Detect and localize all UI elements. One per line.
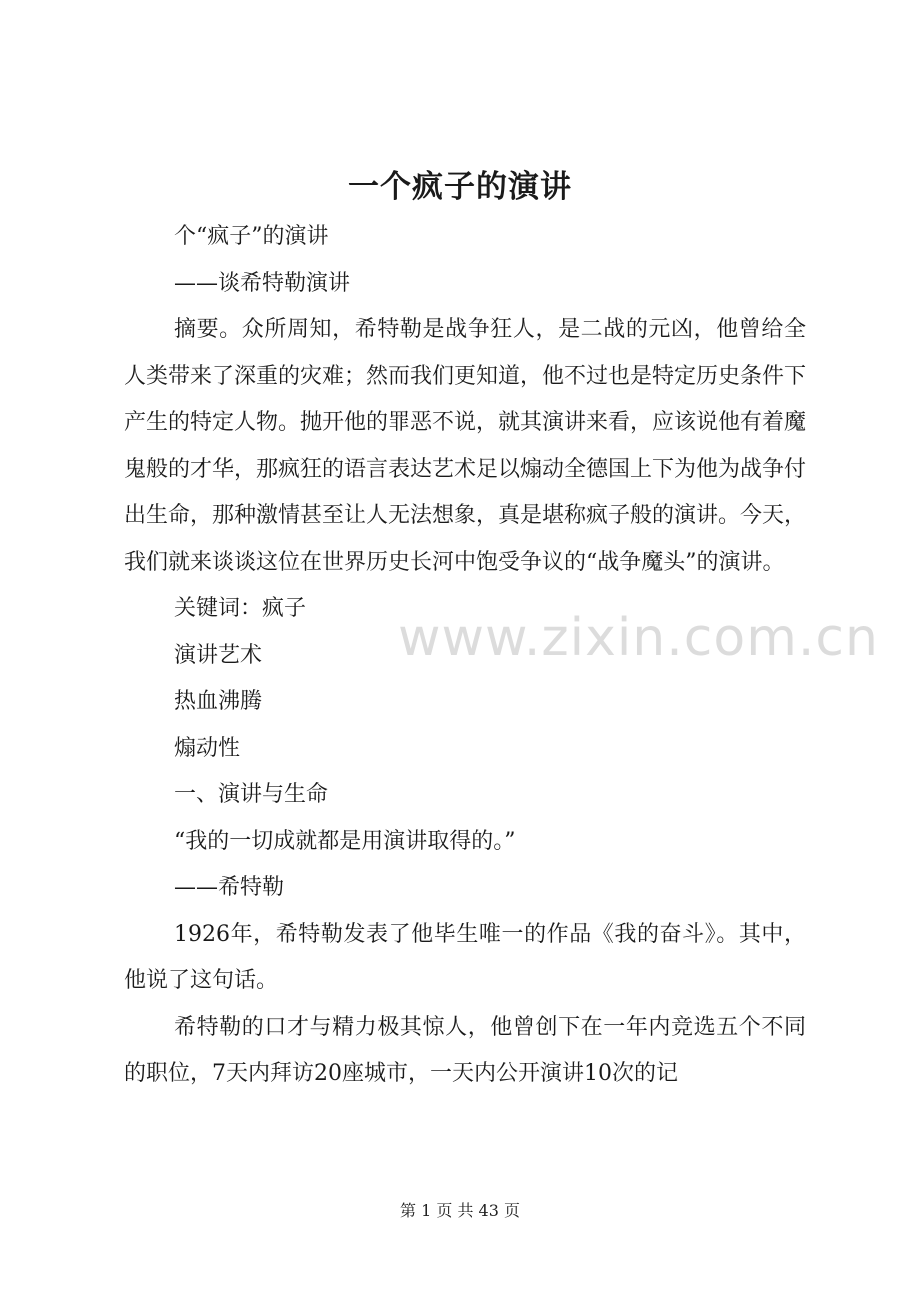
watermark-text: www.zixin.com.cn — [398, 608, 879, 668]
body-paragraph: 1926年，希特勒发表了他毕生唯一的作品《我的奋斗》。其中，他说了这句话。 — [124, 921, 806, 993]
page-footer: 第 1 页 共 43 页 — [400, 1201, 520, 1220]
quote-attribution: ——希特勒 — [174, 875, 285, 900]
keyword-item: 热血沸腾 — [174, 689, 263, 714]
subtitle-dash-line: ——谈希特勒演讲 — [174, 270, 351, 296]
document-title: 一个疯子的演讲 — [348, 169, 572, 205]
keywords-line: 关键词：疯子 — [174, 596, 307, 621]
keyword-item: 煽动性 — [174, 735, 241, 761]
body-paragraph: 希特勒的口才与精力极其惊人，他曾创下在一年内竞选五个不同的职位，7天内拜访20座城市，一天内公开演讲10次的记 — [124, 1014, 806, 1086]
subtitle-line: 个“疯子”的演讲 — [174, 224, 329, 249]
section-heading: 一、演讲与生命 — [174, 782, 329, 807]
abstract-paragraph: 摘要。众所周知，希特勒是战争狂人，是二战的元凶，他曾给全人类带来了深重的灾难；然而我们更知道，他不过也是特定历史条件下产生的特定人物。抛开他的罪恶不说，就其演讲来看，应该说他有着魔鬼般的才华，那疯狂的语言表达艺术足以煽动全德国上下为他为战争付出生命，那种激情甚至让人无法想象，真是堪称疯子般的演讲。今天，我们就来谈谈这位在世界历史长河中饱受争议的“战争魔头”的演讲。 — [124, 317, 807, 575]
keyword-item: 演讲艺术 — [174, 642, 263, 668]
quote-line: “我的一切成就都是用演讲取得的。” — [174, 828, 516, 854]
